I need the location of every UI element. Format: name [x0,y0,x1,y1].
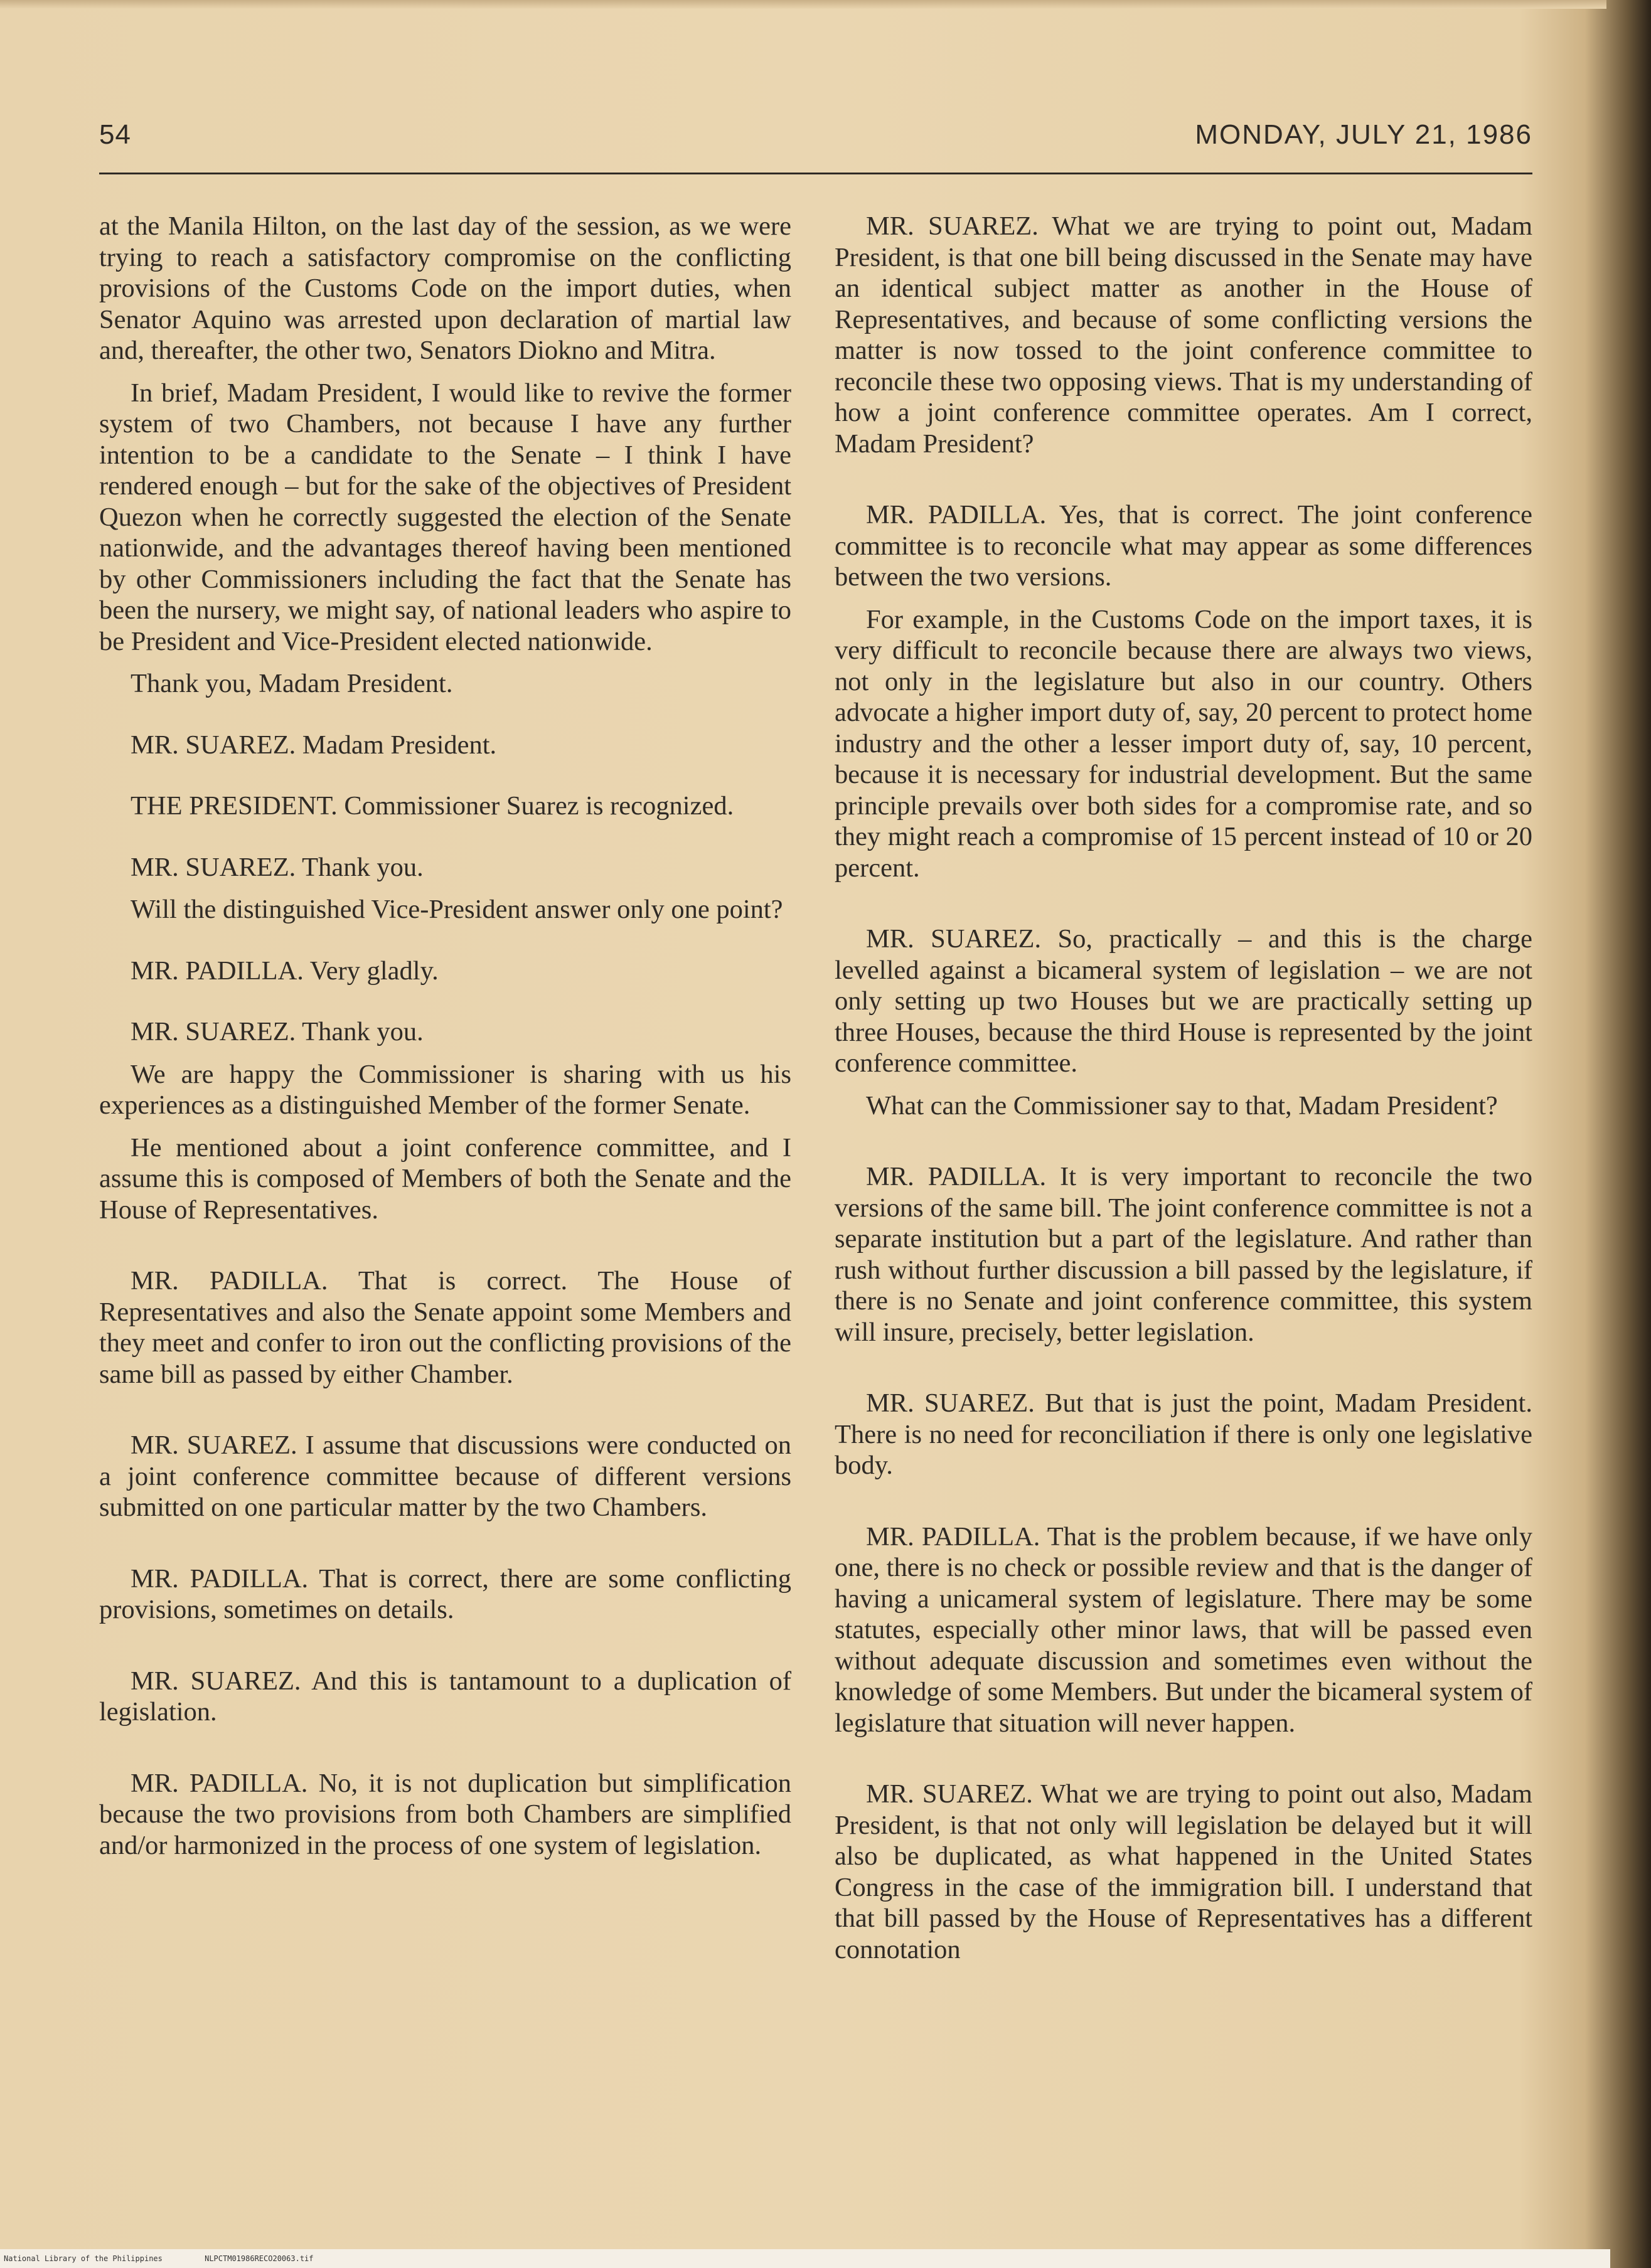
scan-footer [0,2249,1610,2268]
paragraph: MR. PADILLA. Yes, that is correct. The joint conference committee is to reconcile what may appear as some differences between the two versions. [835,500,1532,592]
paragraph: MR. PADILLA. That is correct, there are some conflicting provisions, sometimes on details. [99,1563,791,1624]
footer-library: National Library of the Philippines [4,2254,163,2263]
paragraph: at the Manila Hilton, on the last day of the session, as we were trying to reach a satisfactory compromise on the conflicting provisions of the Customs Code on the import duties, when Senator Aquino was arrested upon declaration of martial law and, thereafter, the other two, Senators Diokno and Mitra. [99,211,791,365]
paragraph: He mentioned about a joint conference committee, and I assume this is composed of Members of both the Senate and the House of Representatives. [99,1132,791,1225]
paragraph: THE PRESIDENT. Commissioner Suarez is recognized. [131,791,734,821]
paragraph: MR. PADILLA. Very gladly. [131,956,439,986]
paragraph: MR. SUAREZ. Madam President. [131,730,497,760]
paragraph: MR. PADILLA. That is correct. The House of Representatives and also the Senate appoint some Members and they meet and confer to iron out the conflicting provisions of the same bill as passed by either Chamber. [99,1266,791,1389]
page-number: 54 [99,119,131,150]
paragraph: MR. SUAREZ. What we are trying to point out, Madam President, is that one bill being discussed in the Senate may have an identical subject matter as another in the House of Representatives, and because of some conflicting versions the matter is now tossed to the joint conference committee to reconcile these two opposing views. That is my understanding of how a joint conference committee operates. Am I correct, Madam President? [835,211,1532,459]
paragraph: In brief, Madam President, I would like to revive the former system of two Chambers, not because I have any further intention to be a candidate to the Senate – I think I have rendered enough – but for the sake of the objectives of President Quezon when he correctly suggested the election of the Senate nationwide, and the advantages thereof having been mentioned by other Commissioners including the fact that the Senate has been the nursery, we might say, of national leaders who aspire to be President and Vice-President elected nationwide. [99,378,791,656]
paragraph: For example, in the Customs Code on the import taxes, it is very difficult to reconcile because there are always two views, not only in the legislature but also in our country. Others advocate a higher import duty of, say, 20 percent to protect home industry and the other a lesser import duty of, say, 10 percent, because it is necessary for industrial development. But the same principle prevails over both sides for a compromise rate, and so they might reach a compromise of 15 percent instead of 10 or 20 percent. [835,604,1532,883]
paragraph: MR. SUAREZ. I assume that discussions were conducted on a joint conference committee because of different versions submitted on one particular matter by the two Chambers. [99,1430,791,1522]
paragraph: What can the Commissioner say to that, Madam President? [866,1090,1498,1121]
paragraph: MR. SUAREZ. But that is just the point, Madam President. There is no need for reconciliation if there is only one legislative body. [835,1388,1532,1480]
paragraph: MR. SUAREZ. Thank you. [131,852,424,882]
page-header-date: MONDAY, JULY 21, 1986 [1195,119,1532,150]
footer-file: NLPCTM01986RECO20063.tif [205,2254,314,2263]
header-rule [99,173,1532,174]
right-column [835,211,1532,1965]
paragraph: MR. PADILLA. No, it is not duplication but simplification because the two provisions from both Chambers are simplified and/or harmonized in the process of one system of legislation. [99,1768,791,1860]
paragraph: We are happy the Commissioner is sharing with us his experiences as a distinguished Member of the former Senate. [99,1059,791,1120]
paragraph: Will the distinguished Vice-President answer only one point? [131,895,783,924]
paragraph: MR. SUAREZ. What we are trying to point out also, Madam President, is that not only will legislation be delayed but it will also be duplicated, as what happened in the United States Congress in the case of the immigration bill. I understand that that bill passed by the House of Representatives has a different connotation [835,1779,1532,1964]
paragraph: Thank you, Madam President. [131,669,453,698]
paragraph: MR. SUAREZ. So, practically – and this is the charge levelled against a bicameral system of legislation – we are not only setting up two Houses but we are practically setting up three Houses, because the third House is represented by the joint conference committee. [835,924,1532,1078]
paragraph: MR. PADILLA. That is the problem because, if we have only one, there is no check or possible review and that is the danger of having a unicameral system of legislature. There may be some statutes, especially other minor laws, that will be passed even without adequate discussion and sometimes even without the knowledge of some Members. But under the bicameral system of legislature that situation will never happen. [835,1521,1532,1738]
paragraph: MR. PADILLA. It is very important to reconcile the two versions of the same bill. The joint conference committee is not a separate institution but a part of the legislature. And rather than rush without further discussion a bill passed by the legislature, if there is no Senate and joint conference committee, this system will insure, precisely, better legislation. [835,1162,1532,1347]
paragraph: MR. SUAREZ. And this is tantamount to a duplication of legislation. [99,1666,791,1727]
left-column [99,211,791,1861]
top-edge [0,0,1606,9]
paragraph: MR. SUAREZ. Thank you. [131,1017,424,1046]
